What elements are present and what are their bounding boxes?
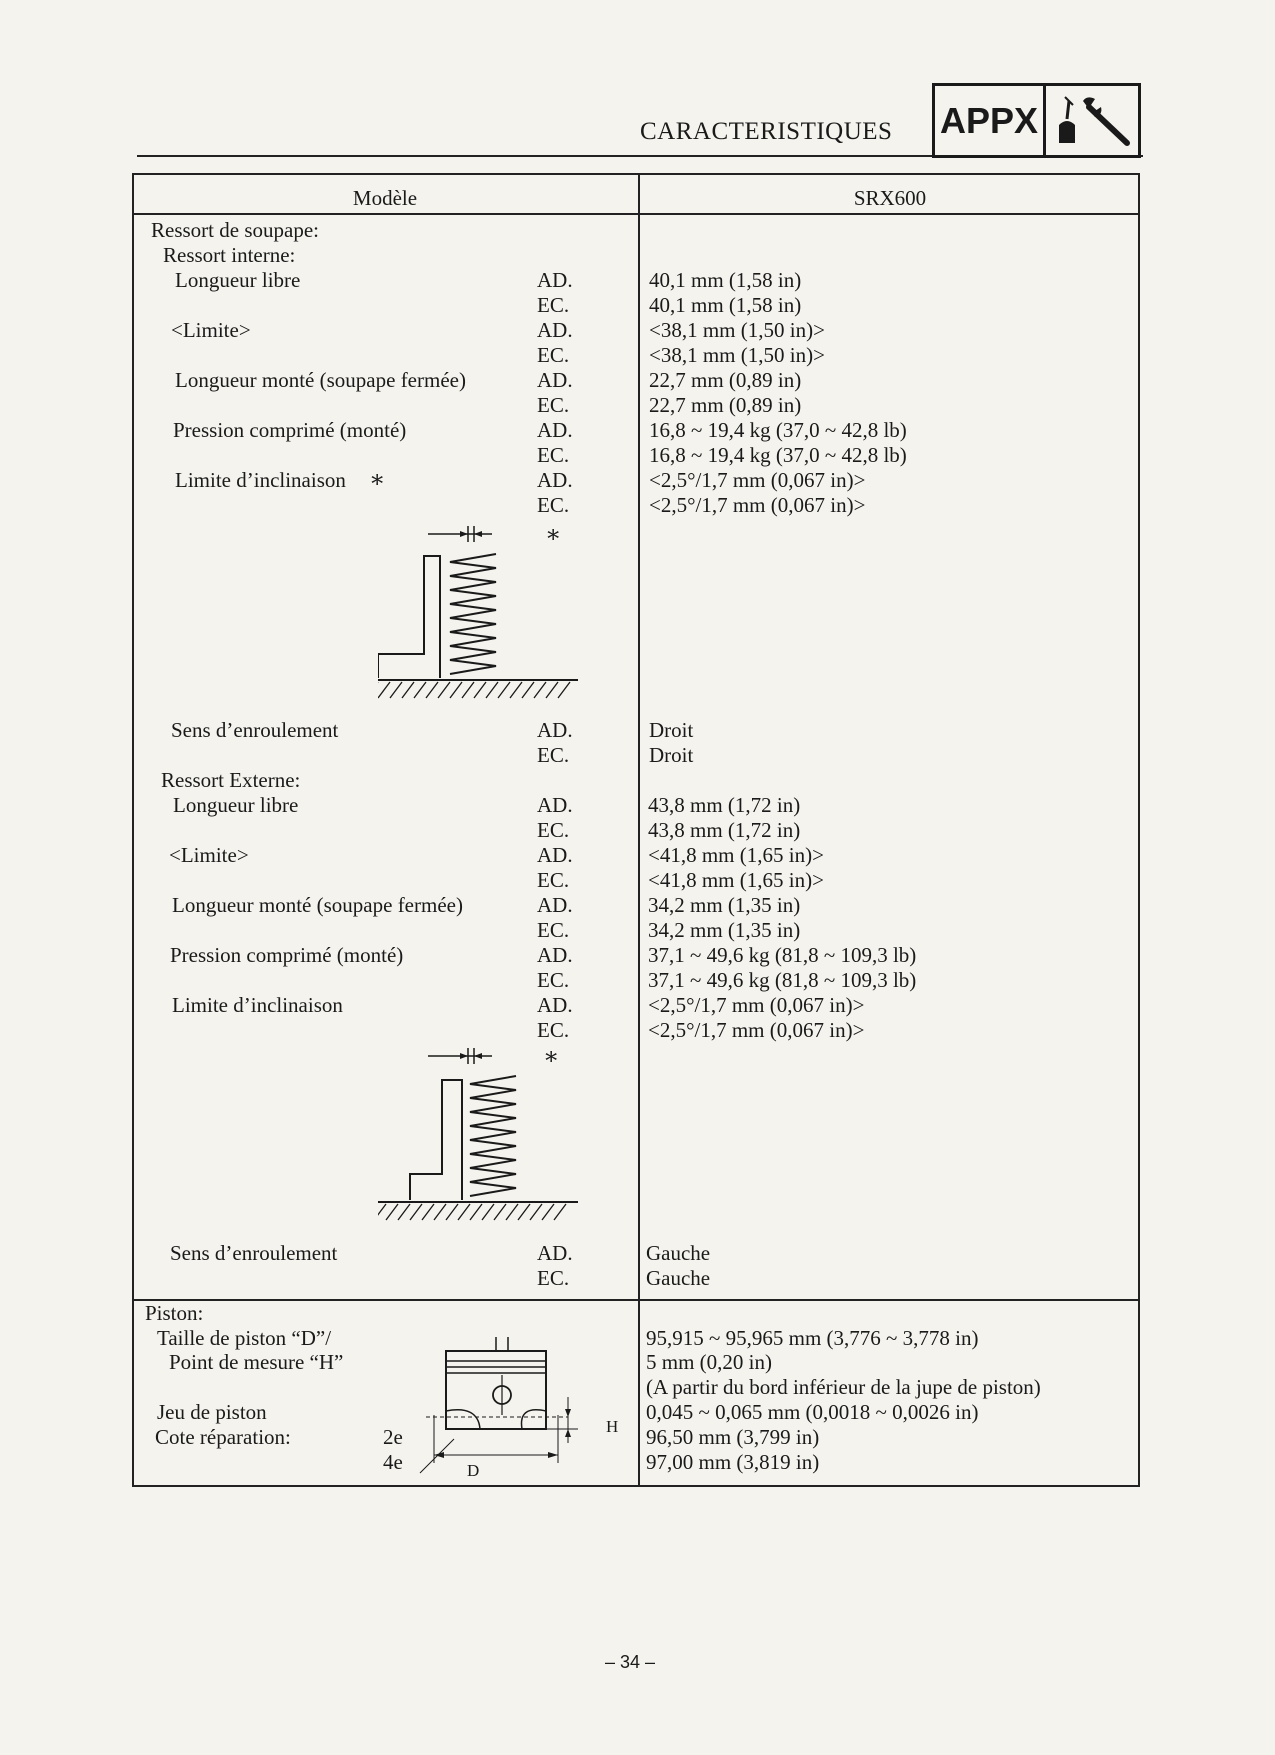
outer-diagram-asterisk: ∗: [543, 1044, 560, 1070]
spec-value: <38,1 mm (1,50 in)>: [649, 343, 825, 367]
ec-marker: EC.: [537, 393, 570, 417]
ad-marker: AD.: [537, 368, 573, 392]
diagram-d-label: D: [467, 1461, 480, 1480]
header-row-divider: [132, 213, 1140, 215]
spec-label: Cote réparation:: [155, 1425, 291, 1449]
ad-marker: AD.: [537, 993, 573, 1017]
spec-value: 5 mm (0,20 in): [646, 1350, 772, 1374]
ec-marker: EC.: [537, 868, 570, 892]
spec-value: 22,7 mm (0,89 in): [649, 393, 802, 417]
section-title-valve-spring: Ressort de soupape:: [151, 218, 319, 242]
ad-marker: AD.: [537, 318, 573, 342]
asterisk-marker: ∗: [369, 467, 386, 493]
spec-value: 37,1 ~ 49,6 kg (81,8 ~ 109,3 lb): [648, 968, 917, 992]
spec-value: 43,8 mm (1,72 in): [648, 818, 801, 842]
ad-marker: AD.: [537, 718, 573, 742]
ad-marker: AD.: [537, 468, 573, 492]
page-title: CARACTERISTIQUES: [640, 118, 893, 145]
diagram-h-label: H: [606, 1417, 619, 1436]
spec-label: Limite d’inclinaison: [172, 993, 343, 1017]
page-number: – 34 –: [605, 1652, 656, 1672]
piston-row-divider: [132, 1299, 1140, 1301]
spec-label: Sens d’enroulement: [170, 1241, 338, 1265]
section-title-piston: Piston:: [145, 1301, 204, 1325]
column-header-model: Modèle: [352, 186, 418, 210]
repair-4e-label: 4e: [383, 1450, 403, 1474]
spec-value: 34,2 mm (1,35 in): [648, 918, 801, 942]
subsection-title-inner-spring: Ressort interne:: [163, 243, 296, 267]
appx-badge: [932, 83, 1141, 158]
column-header-srx600: SRX600: [853, 186, 927, 210]
ad-marker: AD.: [537, 843, 573, 867]
spec-value: Gauche: [646, 1241, 711, 1265]
inner-spring-tilt-diagram: [378, 520, 588, 710]
spec-label: Longueur monté (soupape fermée): [175, 368, 466, 392]
ec-marker: EC.: [537, 293, 570, 317]
spec-label: Longueur monté (soupape fermée): [172, 893, 463, 917]
ad-marker: AD.: [537, 793, 573, 817]
ec-marker: EC.: [537, 343, 570, 367]
spec-value: 0,045 ~ 0,065 mm (0,0018 ~ 0,0026 in): [646, 1400, 979, 1424]
spec-value: 95,915 ~ 95,965 mm (3,776 ~ 3,778 in): [646, 1326, 979, 1350]
spec-label: Taille de piston “D”/: [157, 1326, 332, 1350]
spec-label: <Limite>: [171, 318, 251, 342]
spec-label: <Limite>: [169, 843, 249, 867]
subsection-title-outer-spring: Ressort Externe:: [161, 768, 301, 792]
spec-value: <2,5°/1,7 mm (0,067 in)>: [649, 468, 866, 492]
oil-can-wrench-icon: [1047, 91, 1137, 151]
spec-value: 37,1 ~ 49,6 kg (81,8 ~ 109,3 lb): [648, 943, 917, 967]
spec-value: <38,1 mm (1,50 in)>: [649, 318, 825, 342]
spec-value: 34,2 mm (1,35 in): [648, 893, 801, 917]
spec-value: <2,5°/1,7 mm (0,067 in)>: [648, 993, 865, 1017]
spec-value: Gauche: [646, 1266, 711, 1290]
spec-label: Point de mesure “H”: [169, 1350, 344, 1374]
spec-label: Longueur libre: [173, 793, 299, 817]
ec-marker: EC.: [537, 743, 570, 767]
spec-value: 96,50 mm (3,799 in): [646, 1425, 820, 1449]
spec-label: Pression comprimé (monté): [173, 418, 407, 442]
piston-measurement-diagram: [418, 1335, 628, 1487]
spec-label: Sens d’enroulement: [171, 718, 339, 742]
ec-marker: EC.: [537, 443, 570, 467]
ad-marker: AD.: [537, 1241, 573, 1265]
spec-value: <41,8 mm (1,65 in)>: [648, 868, 824, 892]
ec-marker: EC.: [537, 1018, 570, 1042]
ec-marker: EC.: [537, 1266, 570, 1290]
spec-value: 43,8 mm (1,72 in): [648, 793, 801, 817]
ad-marker: AD.: [537, 943, 573, 967]
spec-value: 40,1 mm (1,58 in): [649, 293, 802, 317]
spec-label: Limite d’inclinaison: [175, 468, 346, 492]
spec-label: Jeu de piston: [157, 1400, 267, 1424]
spec-note: (A partir du bord inférieur de la jupe de piston): [646, 1375, 1041, 1399]
spec-label: Pression comprimé (monté): [170, 943, 404, 967]
spec-value: 40,1 mm (1,58 in): [649, 268, 802, 292]
spec-value: 16,8 ~ 19,4 kg (37,0 ~ 42,8 lb): [649, 443, 907, 467]
ec-marker: EC.: [537, 968, 570, 992]
spec-value: <41,8 mm (1,65 in)>: [648, 843, 824, 867]
ec-marker: EC.: [537, 493, 570, 517]
spec-value: <2,5°/1,7 mm (0,067 in)>: [649, 493, 866, 517]
ad-marker: AD.: [537, 418, 573, 442]
ad-marker: AD.: [537, 268, 573, 292]
ec-marker: EC.: [537, 918, 570, 942]
repair-2e-label: 2e: [383, 1425, 403, 1449]
spec-value: <2,5°/1,7 mm (0,067 in)>: [648, 1018, 865, 1042]
column-divider: [638, 173, 640, 1487]
spec-value: 97,00 mm (3,819 in): [646, 1450, 820, 1474]
spec-label: Longueur libre: [175, 268, 301, 292]
ec-marker: EC.: [537, 818, 570, 842]
appx-label: APPX: [935, 86, 1046, 155]
spec-value: 16,8 ~ 19,4 kg (37,0 ~ 42,8 lb): [649, 418, 907, 442]
inner-diagram-asterisk: ∗: [545, 522, 562, 548]
spec-value: 22,7 mm (0,89 in): [649, 368, 802, 392]
tools-icon-group: [1046, 86, 1138, 155]
ad-marker: AD.: [537, 893, 573, 917]
spec-value: Droit: [649, 718, 694, 742]
spec-value: Droit: [649, 743, 694, 767]
